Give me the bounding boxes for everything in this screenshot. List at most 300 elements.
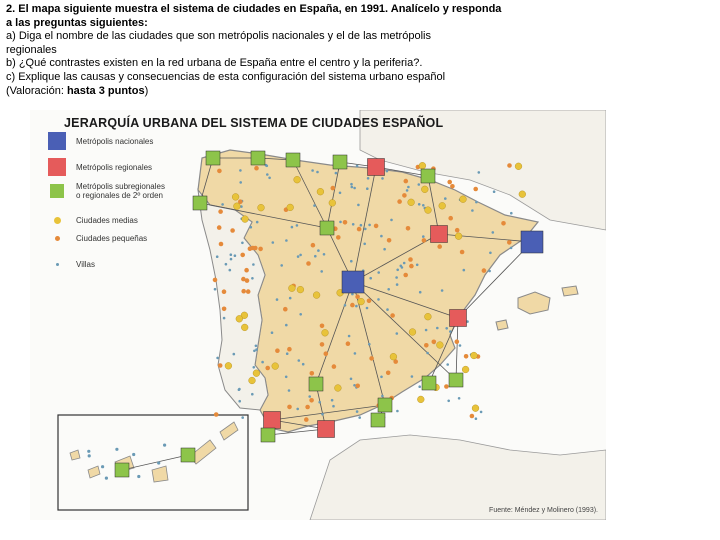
villa-dot xyxy=(489,252,492,255)
villa-dot xyxy=(386,170,389,173)
villa-dot xyxy=(418,203,421,206)
villa-dot xyxy=(368,224,371,227)
legend-label: Metrópolis regionales xyxy=(76,162,153,172)
small-city-dot xyxy=(343,220,348,225)
question-line: regionales xyxy=(6,43,57,56)
villa-dot xyxy=(380,235,383,238)
subregional-metropolis-marker xyxy=(115,463,129,477)
legend-label: Ciudades medias xyxy=(76,216,138,225)
villa-dot xyxy=(238,388,241,391)
urban-hierarchy-map xyxy=(30,110,606,520)
villa-dot xyxy=(233,353,236,356)
villa-dot xyxy=(255,348,258,351)
villa-dot xyxy=(344,304,347,307)
villa-dot xyxy=(238,400,241,403)
national-metropolis-marker xyxy=(521,231,543,253)
villa-dot xyxy=(225,263,228,266)
valuation-prefix: (Valoración: xyxy=(6,84,67,97)
regional-metropolis-marker xyxy=(431,226,448,243)
valuation-points: hasta 3 puntos xyxy=(66,84,145,97)
legend-subregional-metropolis xyxy=(46,182,165,200)
villa-dot xyxy=(411,375,414,378)
villa-dot xyxy=(357,204,360,207)
small-city-dot xyxy=(448,216,453,221)
villa-dot xyxy=(280,264,283,267)
villa-dot xyxy=(289,297,292,300)
small-city-dot xyxy=(355,384,360,389)
medium-city-dot xyxy=(437,342,444,349)
villa-dot xyxy=(475,417,478,420)
villa-dot xyxy=(214,288,217,291)
subregional-metropolis-marker xyxy=(333,155,347,169)
villa-dot xyxy=(353,384,356,387)
villa-dot xyxy=(288,389,291,392)
medium-city-dot xyxy=(258,204,265,211)
small-city-dot xyxy=(222,289,227,294)
small-city-dot xyxy=(507,240,512,245)
valuation-suffix: ) xyxy=(144,84,149,97)
subregional-metropolis-marker xyxy=(421,169,435,183)
villa-dot xyxy=(285,239,288,242)
villa-dot xyxy=(418,183,421,186)
small-city-dot xyxy=(217,225,222,230)
small-city-dot xyxy=(432,340,437,345)
legend-small-cities xyxy=(46,234,147,243)
small-city-dot xyxy=(406,226,411,231)
small-city-dot xyxy=(455,228,460,233)
villa-dot xyxy=(256,221,259,224)
villa-dot xyxy=(221,203,224,206)
villa-dot xyxy=(396,410,399,413)
mallorca xyxy=(518,292,550,314)
medium-city-dot xyxy=(471,352,478,359)
villa-dot xyxy=(313,204,316,207)
question-line: a las preguntas siguientes: xyxy=(6,16,148,29)
small-city-dot xyxy=(408,257,413,262)
villa-dot xyxy=(426,352,429,355)
villa-dot xyxy=(321,413,324,416)
small-city-dot xyxy=(447,180,452,185)
small-city-dot xyxy=(217,169,222,174)
subregional-metropolis-marker xyxy=(371,413,385,427)
villa-dot xyxy=(252,263,255,266)
small-city-dot xyxy=(350,303,355,308)
villa-dot xyxy=(356,165,359,168)
medium-city-dot xyxy=(419,162,426,169)
legend-label: o regionales de 2º orden xyxy=(76,191,163,200)
subregional-metropolis-marker xyxy=(309,377,323,391)
small-city-dot xyxy=(214,412,219,417)
subregional-metropolis-marker xyxy=(251,151,265,165)
villa-dot xyxy=(87,450,90,453)
villa-dot xyxy=(271,331,274,334)
small-city-dot xyxy=(387,238,392,243)
villa-dot xyxy=(286,352,289,355)
villa-dot xyxy=(261,361,264,364)
villa-dot xyxy=(381,395,384,398)
villa-dot xyxy=(239,169,242,172)
national-metropolis-swatch xyxy=(48,132,66,150)
small-city-dot xyxy=(346,341,351,346)
villa-dot xyxy=(115,448,118,451)
legend-label: Metrópolis nacionales xyxy=(76,136,154,146)
subregional-metropolis-marker xyxy=(449,373,463,387)
medium-city-dot xyxy=(425,313,432,320)
small-city-dot xyxy=(336,235,341,240)
medium-city-dot xyxy=(234,203,241,210)
villa-dot xyxy=(230,258,233,261)
national-metropolis-marker xyxy=(342,271,364,293)
villa-dot xyxy=(463,269,466,272)
villa-dot xyxy=(105,477,108,480)
villa-dot xyxy=(459,344,462,347)
villa-dot xyxy=(163,444,166,447)
villa-dot xyxy=(356,410,359,413)
question-line: 2. El mapa siguiente muestra el sistema de ciudades en España, en 1991. Analícelo y responda xyxy=(6,3,502,15)
medium-city-dot xyxy=(425,207,432,214)
small-city-dot xyxy=(455,339,460,344)
villa-dot xyxy=(298,359,301,362)
villa-dot xyxy=(268,177,271,180)
villa-dot xyxy=(241,242,244,245)
small-city-dot xyxy=(482,268,487,273)
medium-city-dot xyxy=(317,188,324,195)
small-city-dot xyxy=(470,414,475,419)
medium-city-dot xyxy=(390,353,397,360)
city-link xyxy=(456,318,458,380)
villa-dot xyxy=(323,253,326,256)
question-line: c) Explique las causas y consecuencias de esta configuración del sistema urbano español xyxy=(6,70,446,83)
medium-city-dot xyxy=(253,370,260,377)
medium-city-dot xyxy=(297,286,304,293)
medium-city-dot xyxy=(232,194,239,201)
small-city-dot xyxy=(305,405,310,410)
medium-city-dot xyxy=(249,377,256,384)
subregional-metropolis-marker xyxy=(181,448,195,462)
villa-dot xyxy=(418,385,421,388)
villa-dot xyxy=(314,255,317,258)
villa-dot xyxy=(316,171,319,174)
villa-dot xyxy=(363,243,366,246)
villa-dot xyxy=(251,393,254,396)
villa-dot xyxy=(386,308,389,311)
villa-dot xyxy=(358,416,361,419)
villa-dot xyxy=(387,288,390,291)
villa-dot xyxy=(447,400,450,403)
villa-dot xyxy=(400,265,403,268)
small-city-dot xyxy=(369,356,374,361)
subregional-metropolis-marker xyxy=(206,151,220,165)
small-city-dot xyxy=(283,307,288,312)
legend-medium-cities xyxy=(46,216,138,225)
villa-dot xyxy=(351,186,354,189)
villa-dot xyxy=(354,352,357,355)
small-city-dot xyxy=(248,246,253,251)
medium-city-dot xyxy=(417,396,424,403)
medium-city-dot xyxy=(460,196,467,203)
villa-dot xyxy=(239,181,242,184)
villa-dot xyxy=(335,172,338,175)
villa-dot xyxy=(241,416,244,419)
small-city-dot xyxy=(367,299,372,304)
medium-city-dot xyxy=(294,176,301,183)
villa-dot xyxy=(255,345,258,348)
villa-swatch xyxy=(56,263,59,266)
map-title: JERARQUÍA URBANA DEL SISTEMA DE CIUDADES ESPAÑOL xyxy=(64,116,444,130)
villa-dot xyxy=(101,465,104,468)
villa-dot xyxy=(383,248,386,251)
small-city-dot xyxy=(390,313,395,318)
villa-dot xyxy=(377,271,380,274)
villa-dot xyxy=(407,186,410,189)
villa-dot xyxy=(339,192,342,195)
villa-dot xyxy=(360,224,363,227)
legend-label: Metrópolis subregionales xyxy=(76,182,165,191)
villa-dot xyxy=(331,399,334,402)
villa-dot xyxy=(332,405,335,408)
regional-metropolis-marker xyxy=(264,412,281,429)
villa-dot xyxy=(230,253,233,256)
villa-dot xyxy=(396,283,399,286)
villa-dot xyxy=(510,212,513,215)
villa-dot xyxy=(445,327,448,330)
villa-dot xyxy=(425,329,428,332)
small-city-dot xyxy=(218,209,223,214)
villa-dot xyxy=(478,171,481,174)
villa-dot xyxy=(480,411,483,414)
regional-metropolis-swatch xyxy=(48,158,66,176)
medium-city-dot xyxy=(242,216,249,223)
medium-city-dot xyxy=(515,163,522,170)
villa-dot xyxy=(416,264,419,267)
villa-dot xyxy=(449,330,452,333)
villa-dot xyxy=(88,454,91,457)
villa-dot xyxy=(368,343,371,346)
valuation-line xyxy=(6,85,566,99)
villa-dot xyxy=(266,173,269,176)
villa-dot xyxy=(339,221,342,224)
small-city-dot xyxy=(265,366,270,371)
villa-dot xyxy=(350,183,353,186)
small-city-dot xyxy=(332,364,337,369)
small-city-dot xyxy=(241,289,246,294)
legend-villas xyxy=(46,260,95,269)
small-city-dot xyxy=(331,186,336,191)
small-city-dot xyxy=(501,221,506,226)
small-city-dot xyxy=(241,277,246,282)
villa-dot xyxy=(369,277,372,280)
subregional-metropolis-marker xyxy=(320,221,334,235)
villa-dot xyxy=(157,461,160,464)
villa-dot xyxy=(253,366,256,369)
villa-dot xyxy=(364,228,367,231)
map-source: Fuente: Méndez y Molinero (1993). xyxy=(489,507,598,514)
legend-national-metropolis xyxy=(46,132,153,150)
legend-label: Ciudades pequeñas xyxy=(76,234,148,243)
villa-dot xyxy=(308,395,311,398)
small-city-dot xyxy=(311,243,316,248)
small-city-dot xyxy=(258,247,263,252)
small-city-dot xyxy=(404,179,409,184)
villa-dot xyxy=(216,255,219,258)
villa-dot xyxy=(396,332,399,335)
subregional-metropolis-marker xyxy=(422,376,436,390)
villa-dot xyxy=(396,269,399,272)
villa-dot xyxy=(367,177,370,180)
villa-dot xyxy=(311,169,314,172)
small-city-dot xyxy=(357,227,362,232)
small-city-dot xyxy=(253,246,258,251)
medium-city-dot xyxy=(408,199,415,206)
medium-city-dot xyxy=(241,324,248,331)
medium-city-dot xyxy=(225,362,232,369)
small-city-dot xyxy=(460,250,465,255)
medium-city-dot xyxy=(272,363,279,370)
small-city-dot xyxy=(424,343,429,348)
villa-dot xyxy=(296,408,299,411)
medium-city-swatch xyxy=(54,217,61,224)
villa-dot xyxy=(395,276,398,279)
villa-dot xyxy=(493,190,496,193)
medium-city-dot xyxy=(335,385,342,392)
regional-metropolis-marker xyxy=(368,159,385,176)
small-city-dot xyxy=(403,273,408,278)
small-city-dot xyxy=(473,187,478,192)
medium-city-dot xyxy=(519,191,526,198)
villa-dot xyxy=(234,254,237,257)
medium-city-dot xyxy=(287,204,294,211)
small-city-dot xyxy=(324,351,329,356)
medium-city-dot xyxy=(236,315,243,322)
villa-dot xyxy=(276,298,279,301)
villa-dot xyxy=(272,241,275,244)
small-city-dot xyxy=(374,224,379,229)
medium-city-dot xyxy=(455,233,462,240)
villa-dot xyxy=(216,357,219,360)
medium-city-dot xyxy=(421,186,428,193)
villa-dot xyxy=(436,327,439,330)
villa-dot xyxy=(446,363,449,366)
small-city-dot xyxy=(450,184,455,189)
villa-dot xyxy=(285,376,288,379)
villa-dot xyxy=(403,262,406,265)
subregional-metropolis-marker xyxy=(193,196,207,210)
regional-metropolis-marker xyxy=(450,310,467,327)
villa-dot xyxy=(350,260,353,263)
villa-dot xyxy=(366,187,369,190)
villa-dot xyxy=(377,298,380,301)
small-city-dot xyxy=(507,163,512,168)
small-city-dot xyxy=(386,371,391,376)
subregional-metropolis-marker xyxy=(378,398,392,412)
villa-dot xyxy=(422,204,425,207)
small-city-dot xyxy=(240,253,245,258)
villa-dot xyxy=(366,307,369,310)
small-city-dot xyxy=(464,354,469,359)
villa-dot xyxy=(422,235,425,238)
small-city-dot xyxy=(402,193,407,198)
small-city-dot xyxy=(275,348,280,353)
medium-city-dot xyxy=(322,329,329,336)
legend-regional-metropolis xyxy=(46,158,152,176)
villa-dot xyxy=(250,226,253,229)
subregional-metropolis-marker xyxy=(261,428,275,442)
medium-city-dot xyxy=(472,405,479,412)
villa-dot xyxy=(296,224,299,227)
small-city-swatch xyxy=(55,236,60,241)
subregional-metropolis-marker xyxy=(286,153,300,167)
small-city-dot xyxy=(222,307,227,312)
villa-dot xyxy=(348,335,351,338)
villa-dot xyxy=(302,363,305,366)
medium-city-dot xyxy=(329,200,336,207)
medium-city-dot xyxy=(313,292,320,299)
villa-dot xyxy=(510,247,513,250)
villa-dot xyxy=(132,453,135,456)
villa-dot xyxy=(406,189,409,192)
villa-dot xyxy=(291,226,294,229)
medium-city-dot xyxy=(409,329,416,336)
villa-dot xyxy=(297,255,300,258)
small-city-dot xyxy=(320,324,325,329)
legend-label: Villas xyxy=(76,260,95,269)
small-city-dot xyxy=(355,294,360,299)
ibiza xyxy=(496,320,508,330)
small-city-dot xyxy=(304,417,309,422)
villa-dot xyxy=(223,317,226,320)
small-city-dot xyxy=(309,398,314,403)
small-city-dot xyxy=(244,268,249,273)
small-city-dot xyxy=(287,405,292,410)
villa-dot xyxy=(285,324,288,327)
villa-dot xyxy=(318,401,321,404)
small-city-dot xyxy=(437,244,442,249)
small-city-dot xyxy=(310,371,315,376)
villa-dot xyxy=(353,187,356,190)
canary-islands-inset xyxy=(58,415,248,510)
villa-dot xyxy=(299,313,302,316)
villa-dot xyxy=(317,249,320,252)
small-city-dot xyxy=(397,199,402,204)
villa-dot xyxy=(475,201,478,204)
villa-dot xyxy=(381,177,384,180)
villa-dot xyxy=(266,165,269,168)
villa-dot xyxy=(488,270,491,273)
villa-dot xyxy=(458,397,461,400)
regional-metropolis-marker xyxy=(318,421,335,438)
villa-dot xyxy=(229,269,232,272)
small-city-dot xyxy=(320,342,325,347)
villa-dot xyxy=(471,209,474,212)
villa-dot xyxy=(251,277,254,280)
question-line: a) Diga el nombre de las ciudades que son metrópolis nacionales y el de las metrópolis xyxy=(6,30,431,43)
medium-city-dot xyxy=(289,285,296,292)
menorca xyxy=(562,286,578,296)
villa-dot xyxy=(137,475,140,478)
medium-city-dot xyxy=(358,298,365,305)
subregional-metropolis-swatch xyxy=(50,184,64,198)
small-city-dot xyxy=(230,228,235,233)
villa-dot xyxy=(444,197,447,200)
small-city-dot xyxy=(246,289,251,294)
villa-dot xyxy=(441,289,444,292)
villa-dot xyxy=(390,219,393,222)
question-line: b) ¿Qué contrastes existen en la red urbana de España entre el centro y la periferia?. xyxy=(6,57,423,70)
villa-dot xyxy=(380,376,383,379)
small-city-dot xyxy=(287,347,292,352)
small-city-dot xyxy=(219,242,224,247)
villa-dot xyxy=(350,378,353,381)
